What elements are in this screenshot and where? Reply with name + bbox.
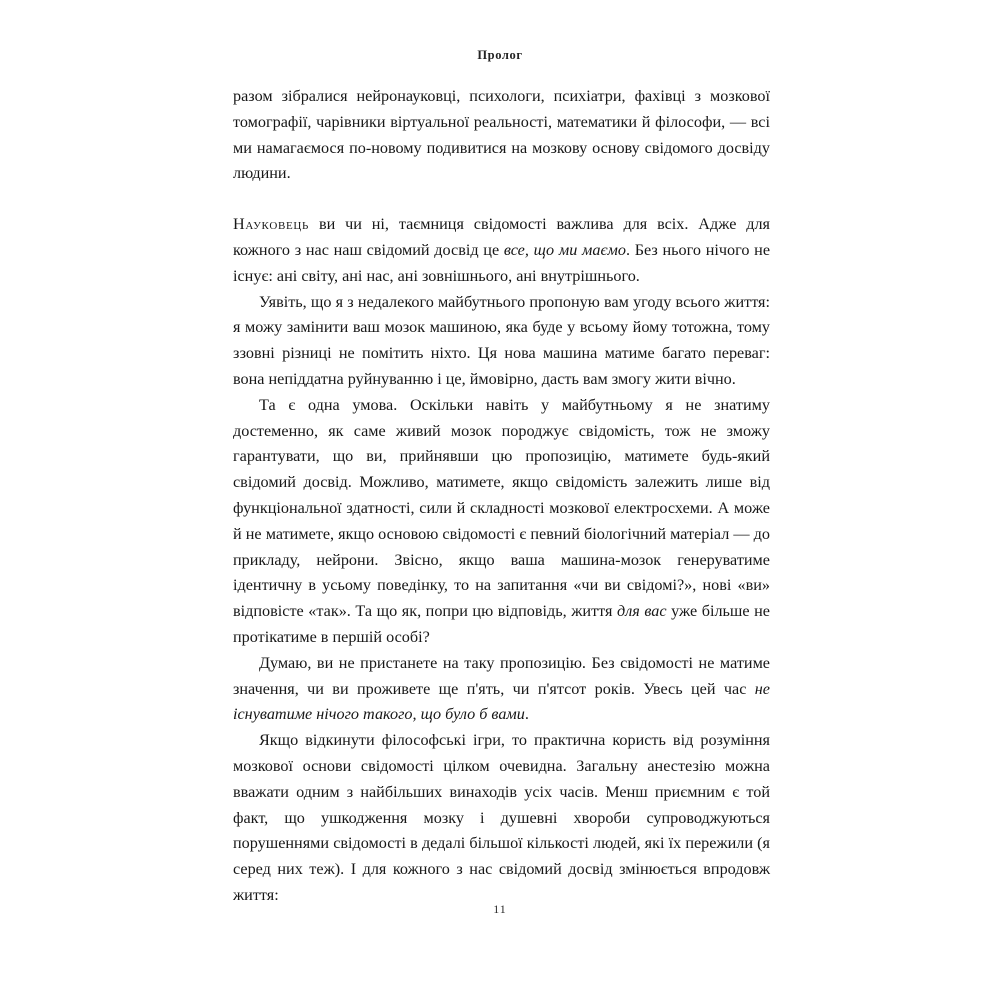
- paragraph-2-emphasis: все, що ми маємо: [503, 240, 626, 259]
- paragraph-4-text-1: Та є одна умова. Оскільки навіть у майбутньому я не знатиму достеменно, як саме живий мозок породжує свідомість, тож не зможу гарантувати, що ви, прийнявши цю пропозицію, матимете будь-який свідомий досвід. Можливо, матимете, якщо свідомість залежить лише від функціональної здатності, сили й складності мозкової електросхеми. А може й не матимете, якщо основою свідомості є певний біологічний матеріал — до прикладу, нейрони. Звісно, якщо ваша машина-мозок генеруватиме ідентичну в усьому поведінку, то на запитання «чи ви свідомі?», нові «ви» відповісте «так». Та що як, попри цю відповідь, життя: [233, 395, 770, 621]
- paragraph-5-text-1: Думаю, ви не пристанете на таку пропозицію. Без свідомості не матиме значення, чи ви проживете ще п'ять, чи п'ятсот років. Увесь цей час: [233, 653, 770, 698]
- paragraph-4: [233, 393, 770, 651]
- page-number: 11: [493, 902, 507, 916]
- paragraph-5: [233, 651, 770, 728]
- paragraph-spacer: [233, 187, 770, 212]
- running-head: Пролог: [477, 48, 523, 62]
- text-column: [233, 84, 770, 909]
- paragraph-2-text-2: . Без нього нічого не існує: ані світу, ані нас, ані зовнішнього, ані внутрішнього.: [233, 240, 770, 285]
- paragraph-5-text-2: .: [524, 705, 529, 724]
- small-caps-opening: Науковець: [233, 215, 310, 234]
- paragraph-4-text-2: уже більше не протікатиме в першій особі?: [233, 602, 770, 646]
- paragraph-5-emphasis: не існуватиме нічого такого, що було б вами: [233, 679, 770, 724]
- paragraph-continued: разом зібралися нейронауковці, психологи, психіатри, фахівці з мозкової томографії, чарівники віртуальної реальності, математики й філософи, — всі ми намагаємося по-новому подивитися на мозкову основу свідомого досвіду людини.: [233, 87, 770, 183]
- paragraph-6: Якщо відкинути філософські ігри, то практична користь від розуміння мозкової основи свідомості цілком очевидна. Загальну анестезію можна вважати одним з найбільших винаходів усіх часів. Менш приємним є той факт, що ушкодження мозку і душевні хвороби супроводжуються порушеннями свідомості в дедалі більшої кількості людей, які їх пережили (я серед них теж). І для кожного з нас свідомий досвід змінюється впродовж життя:: [233, 731, 770, 904]
- paragraph-2: [233, 212, 770, 289]
- paragraph-3: Уявіть, що я з недалекого майбутнього пропоную вам угоду всього життя: я можу замінити ваш мозок машиною, яка буде у всьому йому тотожна, тому ззовні різниці не помітить ніхто. Ця нова машина матиме багато переваг: вона непіддатна руйнуванню і це, ймовірно, дасть вам змогу жити вічно.: [233, 292, 770, 388]
- paragraph-2-text-1: ви чи ні, таємниця свідомості важлива для всіх. Адже для кожного з нас наш свідомий досвід це: [233, 215, 770, 259]
- paragraph-4-emphasis: для вас: [617, 602, 667, 621]
